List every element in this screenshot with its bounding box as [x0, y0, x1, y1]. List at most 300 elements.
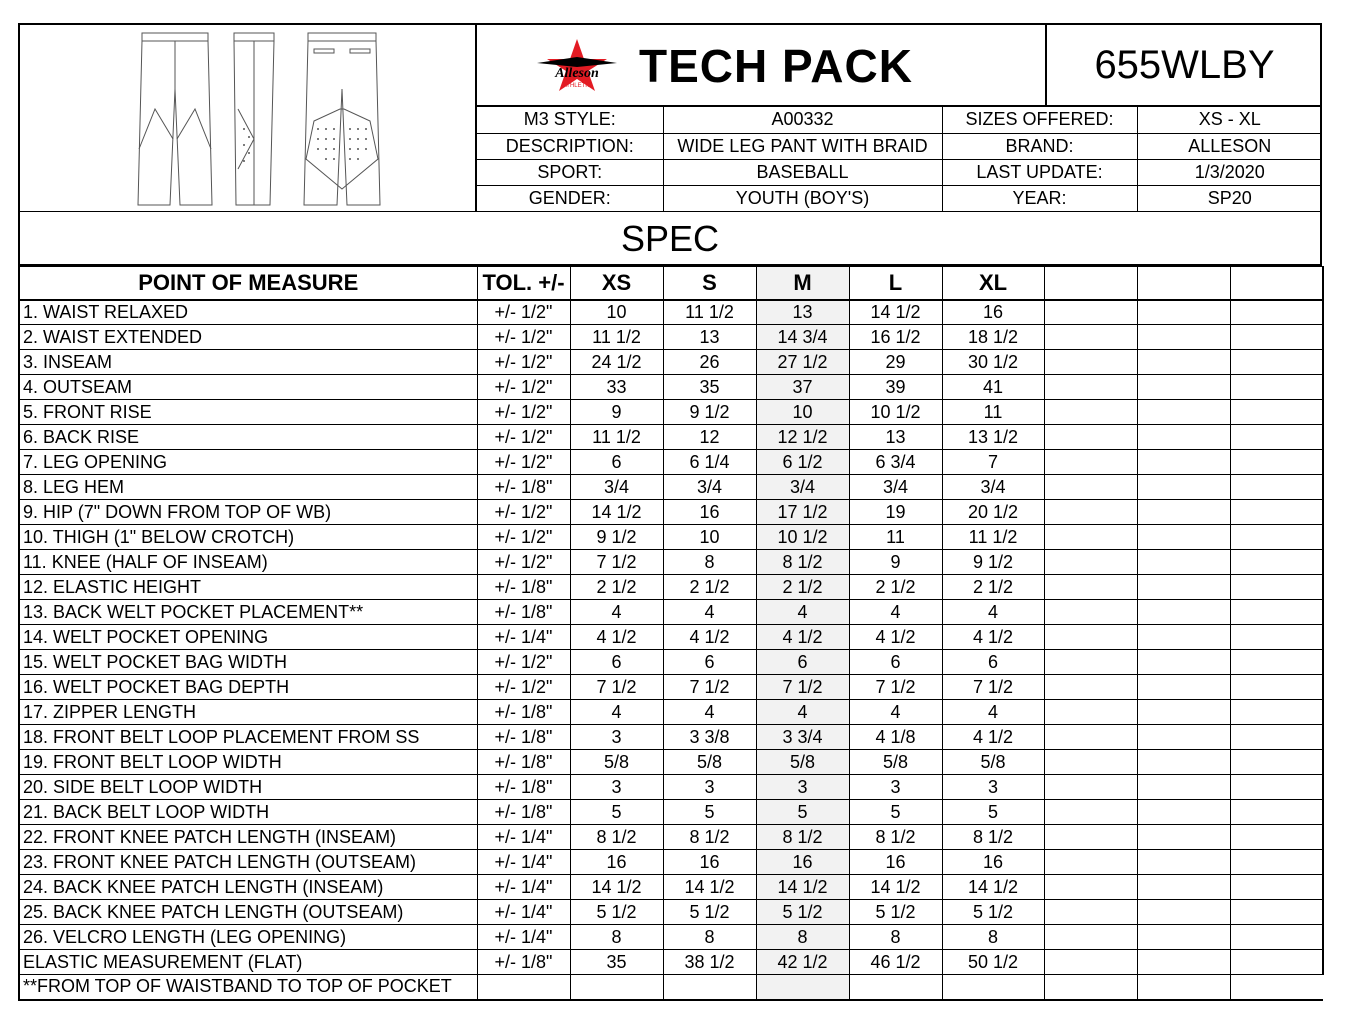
- empty-cell: [1137, 350, 1230, 375]
- size-value-cell: 10: [756, 400, 849, 425]
- point-of-measure-cell: 15. WELT POCKET BAG WIDTH: [19, 650, 477, 675]
- empty-cell: [1044, 950, 1137, 975]
- table-row: [19, 450, 1323, 475]
- size-value-cell: 14 1/2: [570, 500, 663, 525]
- point-of-measure-cell: 14. WELT POCKET OPENING: [19, 625, 477, 650]
- size-value-cell: 2 1/2: [756, 575, 849, 600]
- size-value-cell: 2 1/2: [849, 575, 942, 600]
- size-value-cell: 10: [570, 300, 663, 325]
- size-value-cell: 16 1/2: [849, 325, 942, 350]
- empty-cell: [1044, 725, 1137, 750]
- size-value-cell: 5 1/2: [663, 900, 756, 925]
- info-value: 1/3/2020: [1137, 159, 1322, 185]
- header-size: [1137, 267, 1230, 300]
- size-value-cell: 5: [570, 800, 663, 825]
- empty-cell: [1137, 900, 1230, 925]
- empty-cell: [1137, 500, 1230, 525]
- table-row: [19, 900, 1323, 925]
- tolerance-cell: +/- 1/2": [477, 300, 570, 325]
- size-value-cell: 8: [942, 925, 1044, 950]
- info-value: WIDE LEG PANT WITH BRAID: [663, 133, 942, 159]
- size-value-cell: 12 1/2: [756, 425, 849, 450]
- size-value-cell: 8 1/2: [849, 825, 942, 850]
- table-row: [19, 600, 1323, 625]
- footnote-row: [19, 975, 1323, 1000]
- empty-cell: [1230, 625, 1323, 650]
- size-value-cell: 7 1/2: [849, 675, 942, 700]
- empty-cell: [1044, 625, 1137, 650]
- alleson-logo: [537, 37, 617, 97]
- empty-cell: [1230, 525, 1323, 550]
- info-value: BASEBALL: [663, 159, 942, 185]
- point-of-measure-cell: 7. LEG OPENING: [19, 450, 477, 475]
- size-value-cell: 14 1/2: [663, 875, 756, 900]
- table-row: [19, 850, 1323, 875]
- size-value-cell: 33: [570, 375, 663, 400]
- info-value: YOUTH (BOY'S): [663, 185, 942, 211]
- size-value-cell: 5 1/2: [849, 900, 942, 925]
- header-size: M: [756, 267, 849, 300]
- size-value-cell: 16: [942, 850, 1044, 875]
- point-of-measure-cell: 24. BACK KNEE PATCH LENGTH (INSEAM): [19, 875, 477, 900]
- empty-cell: [1044, 925, 1137, 950]
- size-value-cell: 6: [570, 450, 663, 475]
- empty-cell: [1044, 450, 1137, 475]
- size-value-cell: 6: [942, 650, 1044, 675]
- empty-cell: [1044, 525, 1137, 550]
- size-value-cell: 6: [849, 650, 942, 675]
- size-value-cell: 3: [663, 775, 756, 800]
- size-value-cell: 26: [663, 350, 756, 375]
- empty-cell: [756, 975, 849, 1000]
- point-of-measure-cell: 23. FRONT KNEE PATCH LENGTH (OUTSEAM): [19, 850, 477, 875]
- size-value-cell: 24 1/2: [570, 350, 663, 375]
- empty-cell: [1044, 825, 1137, 850]
- info-row: [477, 133, 1322, 159]
- empty-cell: [1137, 300, 1230, 325]
- empty-cell: [1230, 300, 1323, 325]
- empty-cell: [1137, 750, 1230, 775]
- page-title: TECH PACK: [639, 40, 913, 92]
- empty-cell: [1044, 800, 1137, 825]
- size-value-cell: 8: [663, 550, 756, 575]
- tolerance-cell: +/- 1/2": [477, 550, 570, 575]
- size-value-cell: 4 1/2: [942, 725, 1044, 750]
- size-value-cell: 7 1/2: [570, 675, 663, 700]
- tolerance-cell: +/- 1/4": [477, 875, 570, 900]
- size-value-cell: 5 1/2: [756, 900, 849, 925]
- tolerance-cell: +/- 1/8": [477, 950, 570, 975]
- empty-cell: [1230, 425, 1323, 450]
- table-row: [19, 500, 1323, 525]
- point-of-measure-cell: 4. OUTSEAM: [19, 375, 477, 400]
- info-row: [477, 159, 1322, 185]
- empty-cell: [1137, 375, 1230, 400]
- info-label: M3 STYLE:: [477, 107, 663, 133]
- size-value-cell: 11 1/2: [570, 425, 663, 450]
- size-value-cell: 3/4: [570, 475, 663, 500]
- empty-cell: [1230, 725, 1323, 750]
- size-value-cell: 35: [663, 375, 756, 400]
- size-value-cell: 9: [570, 400, 663, 425]
- empty-cell: [1044, 325, 1137, 350]
- size-value-cell: 9 1/2: [942, 550, 1044, 575]
- tolerance-cell: +/- 1/4": [477, 850, 570, 875]
- table-row: [19, 775, 1323, 800]
- size-value-cell: 7 1/2: [663, 675, 756, 700]
- empty-cell: [1230, 800, 1323, 825]
- size-value-cell: 41: [942, 375, 1044, 400]
- table-row: [19, 875, 1323, 900]
- info-label: LAST UPDATE:: [942, 159, 1137, 185]
- size-value-cell: 13 1/2: [942, 425, 1044, 450]
- empty-cell: [1230, 675, 1323, 700]
- header-tolerance: TOL. +/-: [477, 267, 570, 300]
- size-value-cell: 7 1/2: [942, 675, 1044, 700]
- empty-cell: [849, 975, 942, 1000]
- empty-cell: [1230, 875, 1323, 900]
- point-of-measure-cell: 8. LEG HEM: [19, 475, 477, 500]
- info-label: DESCRIPTION:: [477, 133, 663, 159]
- size-value-cell: 5: [942, 800, 1044, 825]
- size-value-cell: 16: [942, 300, 1044, 325]
- point-of-measure-cell: 1. WAIST RELAXED: [19, 300, 477, 325]
- tolerance-cell: +/- 1/2": [477, 525, 570, 550]
- table-row: [19, 475, 1323, 500]
- table-row: [19, 350, 1323, 375]
- point-of-measure-cell: 25. BACK KNEE PATCH LENGTH (OUTSEAM): [19, 900, 477, 925]
- size-value-cell: 14 3/4: [756, 325, 849, 350]
- size-value-cell: 6 1/2: [756, 450, 849, 475]
- empty-cell: [1230, 950, 1323, 975]
- size-value-cell: 2 1/2: [942, 575, 1044, 600]
- empty-cell: [942, 975, 1044, 1000]
- empty-cell: [1044, 975, 1137, 1000]
- empty-cell: [1137, 950, 1230, 975]
- info-label: SIZES OFFERED:: [942, 107, 1137, 133]
- empty-cell: [1230, 750, 1323, 775]
- size-value-cell: 3/4: [663, 475, 756, 500]
- table-row: [19, 575, 1323, 600]
- size-value-cell: 16: [756, 850, 849, 875]
- size-value-cell: 4 1/2: [663, 625, 756, 650]
- size-value-cell: 5/8: [663, 750, 756, 775]
- empty-cell: [1230, 400, 1323, 425]
- size-value-cell: 14 1/2: [570, 875, 663, 900]
- empty-cell: [1044, 475, 1137, 500]
- size-value-cell: 42 1/2: [756, 950, 849, 975]
- point-of-measure-cell: 12. ELASTIC HEIGHT: [19, 575, 477, 600]
- size-value-cell: 3 3/4: [756, 725, 849, 750]
- size-value-cell: 4: [849, 700, 942, 725]
- size-value-cell: 4: [942, 600, 1044, 625]
- empty-cell: [1137, 725, 1230, 750]
- size-value-cell: 3: [570, 775, 663, 800]
- size-value-cell: 5 1/2: [942, 900, 1044, 925]
- size-value-cell: 2 1/2: [570, 575, 663, 600]
- table-row: [19, 650, 1323, 675]
- size-value-cell: 8 1/2: [756, 550, 849, 575]
- point-of-measure-cell: ELASTIC MEASUREMENT (FLAT): [19, 950, 477, 975]
- size-value-cell: 3 3/8: [663, 725, 756, 750]
- size-value-cell: 14 1/2: [849, 300, 942, 325]
- empty-cell: [1137, 450, 1230, 475]
- table-row: [19, 425, 1323, 450]
- empty-cell: [1230, 700, 1323, 725]
- empty-cell: [1137, 525, 1230, 550]
- empty-cell: [1044, 775, 1137, 800]
- size-value-cell: 4: [849, 600, 942, 625]
- size-value-cell: 30 1/2: [942, 350, 1044, 375]
- size-value-cell: 5: [663, 800, 756, 825]
- info-label: BRAND:: [942, 133, 1137, 159]
- size-value-cell: 17 1/2: [756, 500, 849, 525]
- header: [18, 23, 1322, 212]
- size-value-cell: 4: [570, 600, 663, 625]
- spec-title: SPEC: [18, 212, 1322, 266]
- size-value-cell: 16: [663, 500, 756, 525]
- info-value: XS - XL: [1137, 107, 1322, 133]
- info-row: [477, 107, 1322, 133]
- size-value-cell: 6: [570, 650, 663, 675]
- point-of-measure-cell: 18. FRONT BELT LOOP PLACEMENT FROM SS: [19, 725, 477, 750]
- tolerance-cell: +/- 1/4": [477, 625, 570, 650]
- tolerance-cell: +/- 1/2": [477, 425, 570, 450]
- empty-cell: [1044, 700, 1137, 725]
- size-value-cell: 4: [756, 700, 849, 725]
- empty-cell: [1230, 925, 1323, 950]
- empty-cell: [663, 975, 756, 1000]
- size-value-cell: 9 1/2: [570, 525, 663, 550]
- point-of-measure-cell: 6. BACK RISE: [19, 425, 477, 450]
- point-of-measure-cell: 10. THIGH (1" BELOW CROTCH): [19, 525, 477, 550]
- size-value-cell: 6: [756, 650, 849, 675]
- empty-cell: [1230, 575, 1323, 600]
- style-info-table: [477, 107, 1322, 211]
- size-value-cell: 3/4: [756, 475, 849, 500]
- tech-pack-sheet: [18, 23, 1322, 1001]
- empty-cell: [1230, 375, 1323, 400]
- empty-cell: [1044, 400, 1137, 425]
- empty-cell: [1137, 550, 1230, 575]
- empty-cell: [1137, 475, 1230, 500]
- tolerance-cell: +/- 1/2": [477, 450, 570, 475]
- empty-cell: [1230, 475, 1323, 500]
- empty-cell: [1137, 875, 1230, 900]
- tolerance-cell: +/- 1/8": [477, 475, 570, 500]
- header-size: [1044, 267, 1137, 300]
- tolerance-cell: +/- 1/2": [477, 400, 570, 425]
- empty-cell: [1230, 325, 1323, 350]
- point-of-measure-cell: 9. HIP (7" DOWN FROM TOP OF WB): [19, 500, 477, 525]
- empty-cell: [1137, 700, 1230, 725]
- empty-cell: [1230, 500, 1323, 525]
- point-of-measure-cell: 13. BACK WELT POCKET PLACEMENT**: [19, 600, 477, 625]
- header-size: XL: [942, 267, 1044, 300]
- size-value-cell: 13: [663, 325, 756, 350]
- info-label: YEAR:: [942, 185, 1137, 211]
- size-value-cell: 27 1/2: [756, 350, 849, 375]
- header-point-of-measure: POINT OF MEASURE: [19, 267, 477, 300]
- table-row: [19, 825, 1323, 850]
- header-size: S: [663, 267, 756, 300]
- empty-cell: [1137, 800, 1230, 825]
- empty-cell: [1137, 975, 1230, 1000]
- point-of-measure-cell: 16. WELT POCKET BAG DEPTH: [19, 675, 477, 700]
- size-value-cell: 4 1/8: [849, 725, 942, 750]
- table-row: [19, 700, 1323, 725]
- empty-cell: [1137, 400, 1230, 425]
- empty-cell: [1230, 975, 1323, 1000]
- size-value-cell: 11 1/2: [942, 525, 1044, 550]
- size-value-cell: 8: [849, 925, 942, 950]
- empty-cell: [1230, 450, 1323, 475]
- size-value-cell: 4: [663, 700, 756, 725]
- size-value-cell: 10 1/2: [756, 525, 849, 550]
- table-row: [19, 625, 1323, 650]
- empty-cell: [1044, 675, 1137, 700]
- empty-cell: [1044, 500, 1137, 525]
- empty-cell: [1230, 825, 1323, 850]
- table-row: [19, 925, 1323, 950]
- size-value-cell: 11 1/2: [570, 325, 663, 350]
- empty-cell: [1044, 850, 1137, 875]
- size-value-cell: 5/8: [570, 750, 663, 775]
- point-of-measure-cell: 19. FRONT BELT LOOP WIDTH: [19, 750, 477, 775]
- empty-cell: [1230, 900, 1323, 925]
- size-value-cell: 7 1/2: [756, 675, 849, 700]
- header-size: XS: [570, 267, 663, 300]
- empty-cell: [477, 975, 570, 1000]
- size-value-cell: 8 1/2: [756, 825, 849, 850]
- tolerance-cell: +/- 1/2": [477, 350, 570, 375]
- footnote: **FROM TOP OF WAISTBAND TO TOP OF POCKET: [19, 975, 477, 1000]
- size-value-cell: 39: [849, 375, 942, 400]
- point-of-measure-cell: 17. ZIPPER LENGTH: [19, 700, 477, 725]
- info-label: SPORT:: [477, 159, 663, 185]
- point-of-measure-cell: 2. WAIST EXTENDED: [19, 325, 477, 350]
- empty-cell: [1044, 425, 1137, 450]
- size-value-cell: 11: [849, 525, 942, 550]
- empty-cell: [1230, 350, 1323, 375]
- tolerance-cell: +/- 1/8": [477, 700, 570, 725]
- style-code: 655WLBY: [1045, 25, 1322, 105]
- empty-cell: [1044, 575, 1137, 600]
- empty-cell: [1137, 325, 1230, 350]
- size-value-cell: 13: [849, 425, 942, 450]
- size-value-cell: 6 3/4: [849, 450, 942, 475]
- size-value-cell: 8 1/2: [942, 825, 1044, 850]
- point-of-measure-cell: 20. SIDE BELT LOOP WIDTH: [19, 775, 477, 800]
- info-row: [477, 185, 1322, 211]
- table-row: [19, 725, 1323, 750]
- size-value-cell: 16: [663, 850, 756, 875]
- size-value-cell: 16: [849, 850, 942, 875]
- title-row: [477, 25, 1322, 107]
- size-value-cell: 9: [849, 550, 942, 575]
- size-value-cell: 9 1/2: [663, 400, 756, 425]
- size-value-cell: 4 1/2: [942, 625, 1044, 650]
- pant-sketches-illustration: [130, 29, 410, 209]
- empty-cell: [1230, 775, 1323, 800]
- size-value-cell: 3/4: [942, 475, 1044, 500]
- size-value-cell: 3: [942, 775, 1044, 800]
- size-value-cell: 4 1/2: [849, 625, 942, 650]
- size-value-cell: 8: [663, 925, 756, 950]
- size-value-cell: 8: [570, 925, 663, 950]
- size-value-cell: 46 1/2: [849, 950, 942, 975]
- size-value-cell: 8: [756, 925, 849, 950]
- tolerance-cell: +/- 1/8": [477, 600, 570, 625]
- empty-cell: [1137, 775, 1230, 800]
- table-row: [19, 750, 1323, 775]
- empty-cell: [1137, 925, 1230, 950]
- size-value-cell: 5/8: [756, 750, 849, 775]
- tolerance-cell: +/- 1/8": [477, 725, 570, 750]
- point-of-measure-cell: 26. VELCRO LENGTH (LEG OPENING): [19, 925, 477, 950]
- info-value: A00332: [663, 107, 942, 133]
- size-value-cell: 2 1/2: [663, 575, 756, 600]
- size-value-cell: 20 1/2: [942, 500, 1044, 525]
- tolerance-cell: +/- 1/2": [477, 500, 570, 525]
- tolerance-cell: +/- 1/4": [477, 825, 570, 850]
- empty-cell: [1044, 350, 1137, 375]
- size-value-cell: 4: [756, 600, 849, 625]
- empty-cell: [1230, 850, 1323, 875]
- point-of-measure-cell: 3. INSEAM: [19, 350, 477, 375]
- size-value-cell: 35: [570, 950, 663, 975]
- empty-cell: [1044, 900, 1137, 925]
- size-value-cell: 4: [570, 700, 663, 725]
- logo-subtext: ATHLETIC: [562, 83, 592, 89]
- size-value-cell: 3: [849, 775, 942, 800]
- tolerance-cell: +/- 1/8": [477, 800, 570, 825]
- empty-cell: [1044, 650, 1137, 675]
- tolerance-cell: +/- 1/2": [477, 325, 570, 350]
- table-row: [19, 525, 1323, 550]
- size-value-cell: 14 1/2: [756, 875, 849, 900]
- table-row: [19, 375, 1323, 400]
- size-value-cell: 7 1/2: [570, 550, 663, 575]
- spec-table: [18, 266, 1324, 1001]
- tolerance-cell: +/- 1/8": [477, 575, 570, 600]
- empty-cell: [1137, 425, 1230, 450]
- point-of-measure-cell: 21. BACK BELT LOOP WIDTH: [19, 800, 477, 825]
- size-value-cell: 29: [849, 350, 942, 375]
- empty-cell: [1044, 550, 1137, 575]
- tolerance-cell: +/- 1/4": [477, 900, 570, 925]
- tolerance-cell: +/- 1/8": [477, 775, 570, 800]
- tolerance-cell: +/- 1/4": [477, 925, 570, 950]
- empty-cell: [1137, 600, 1230, 625]
- size-value-cell: 5: [849, 800, 942, 825]
- size-value-cell: 19: [849, 500, 942, 525]
- info-value: SP20: [1207, 187, 1252, 208]
- empty-cell: [1137, 575, 1230, 600]
- tolerance-cell: +/- 1/2": [477, 650, 570, 675]
- tolerance-cell: +/- 1/2": [477, 375, 570, 400]
- empty-cell: [1230, 550, 1323, 575]
- empty-cell: [1137, 650, 1230, 675]
- size-value-cell: 37: [756, 375, 849, 400]
- empty-cell: [1044, 375, 1137, 400]
- table-row: [19, 550, 1323, 575]
- size-value-cell: 5/8: [942, 750, 1044, 775]
- empty-cell: [570, 975, 663, 1000]
- size-value-cell: 6: [663, 650, 756, 675]
- empty-cell: [1230, 600, 1323, 625]
- size-value-cell: 4: [942, 700, 1044, 725]
